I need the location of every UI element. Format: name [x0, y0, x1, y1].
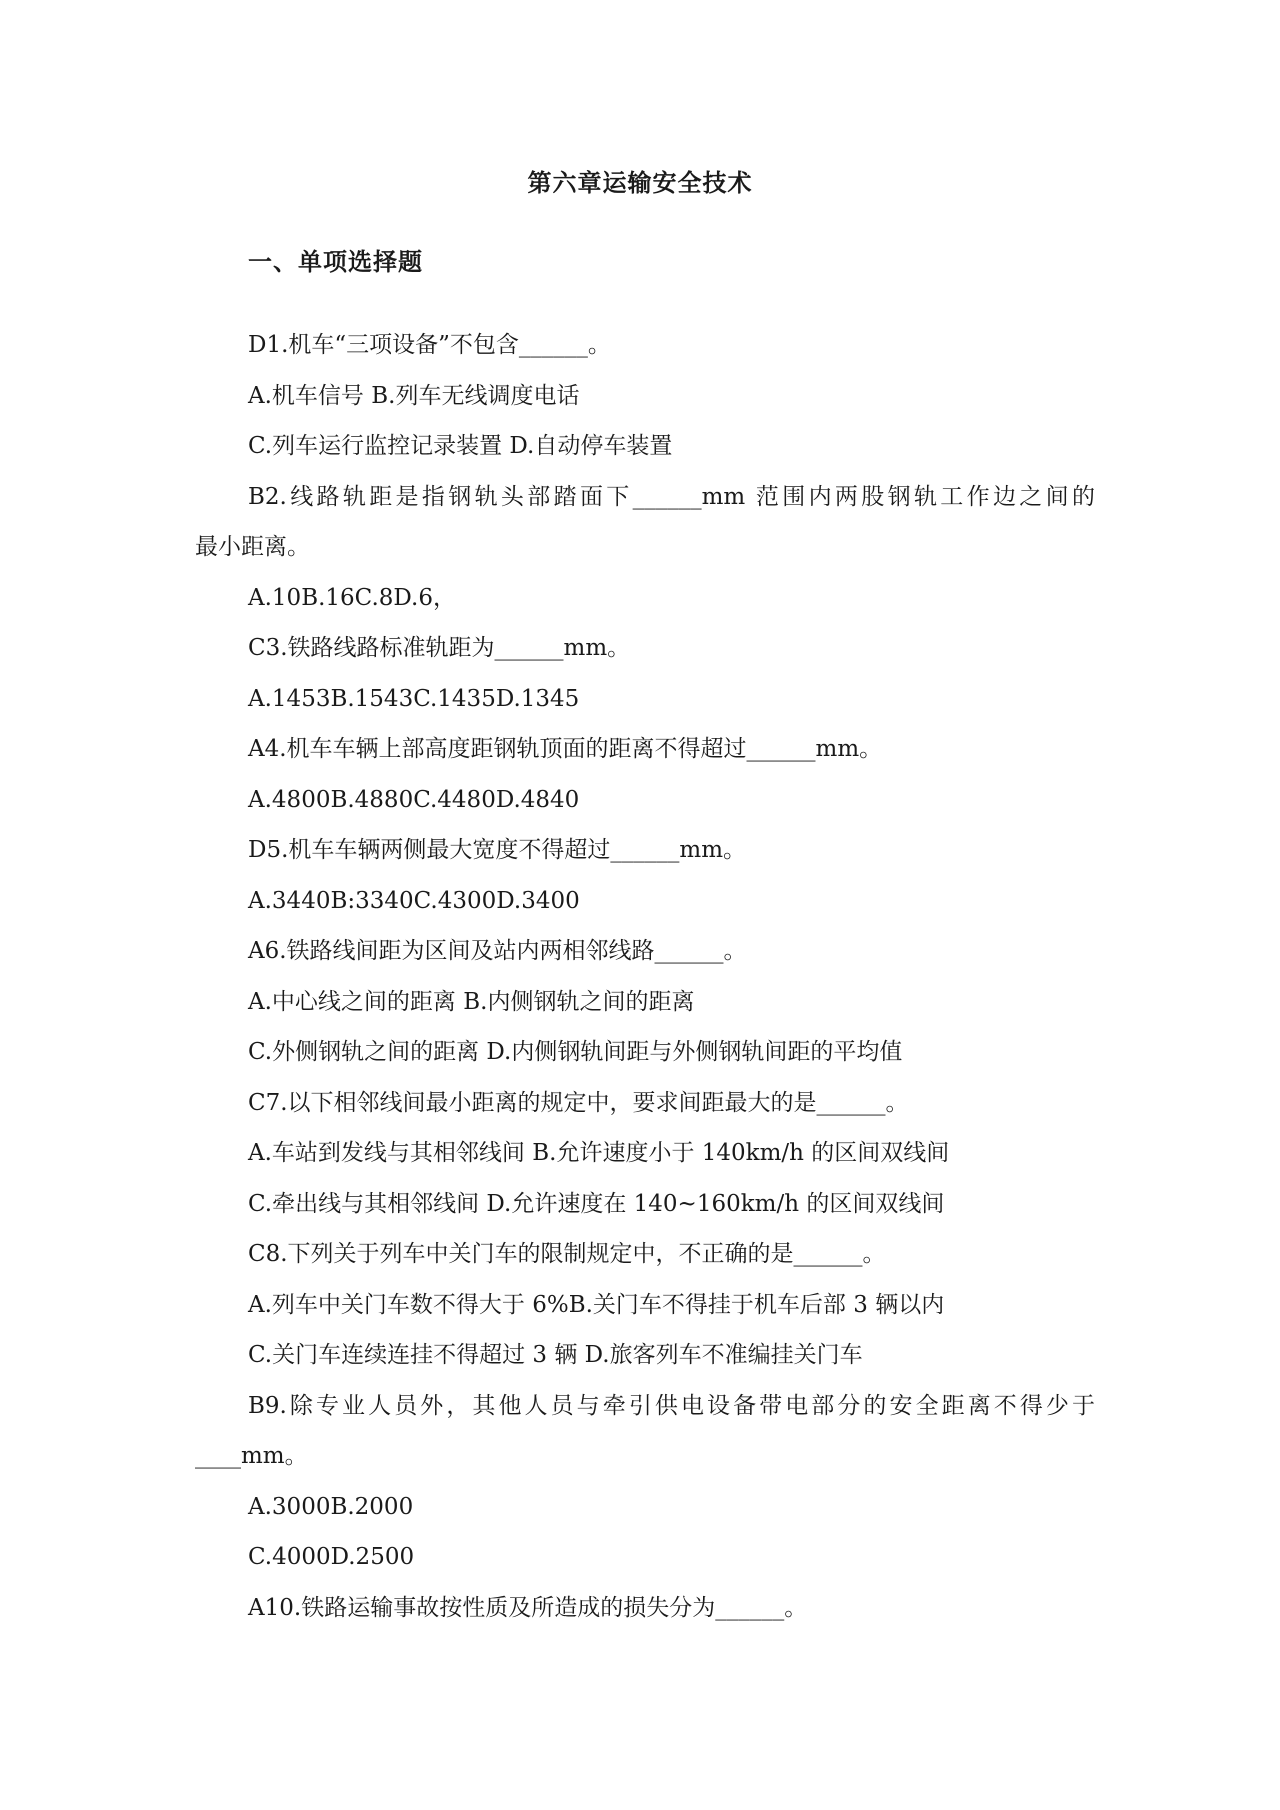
option-line: A.中心线之间的距离 B.内侧钢轨之间的距离 [248, 988, 695, 1015]
option-line: C.4000D.2500 [248, 1544, 415, 1570]
chapter-title: 第六章运输安全技术 [527, 169, 753, 197]
option-line: A.3440B:3340C.4300D.3400 [248, 887, 580, 914]
question-line: A4.机车车辆上部高度距钢轨顶面的距离不得超过______mm。 [248, 736, 883, 762]
question-line: C7.以下相邻线间最小距离的规定中，要求间距最大的是______。 [248, 1089, 909, 1116]
option-line: A.10B.16C.8D.6， [248, 584, 456, 611]
option-line: C.外侧钢轨之间的距离 D.内侧钢轨间距与外侧钢轨间距的平均值 [248, 1039, 903, 1065]
question-line: C3.铁路线路标准轨距为______mm。 [248, 635, 631, 661]
question-line: A10.铁路运输事故按性质及所造成的损失分为______。 [248, 1594, 808, 1621]
option-line: C.列车运行监控记录装置 D.自动停车装置 [248, 433, 673, 459]
option-line: C.关门车连续连挂不得超过 3 辆 D.旅客列车不准编挂关门车 [248, 1342, 863, 1368]
option-line: A.车站到发线与其相邻线间 B.允许速度小于 140km/h 的区间双线间 [248, 1140, 950, 1166]
question-line: D5.机车车辆两侧最大宽度不得超过______mm。 [248, 837, 747, 863]
option-line: A.机车信号 B.列车无线调度电话 [248, 382, 580, 409]
option-line: A.1453B.1543C.1435D.1345 [248, 685, 580, 712]
question-line: B9.除专业人员外，其他人员与牵引供电设备带电部分的安全距离不得少于 [248, 1392, 1095, 1419]
question-line-continued: 最小距离。 [195, 534, 310, 560]
option-line: A.4800B.4880C.4480D.4840 [248, 786, 580, 813]
question-line: D1.机车“三项设备”不包含______。 [248, 332, 611, 358]
option-line: C.牵出线与其相邻线间 D.允许速度在 140~160km/h 的区间双线间 [248, 1190, 945, 1217]
question-list [195, 320, 1095, 1633]
question-line: A6.铁路线间距为区间及站内两相邻线路______。 [248, 938, 747, 964]
question-line: C8.下列关于列车中关门车的限制规定中，不正确的是______。 [248, 1241, 886, 1267]
section-heading: 一、单项选择题 [248, 248, 423, 276]
option-line: A.3000B.2000 [248, 1493, 414, 1520]
question-line-continued: ____mm。 [195, 1443, 308, 1469]
option-line: A.列车中关门车数不得大于 6%B.关门车不得挂于机车后部 3 辆以内 [248, 1291, 945, 1318]
question-line: B2.线路轨距是指钢轨头部踏面下______mm 范围内两股钢轨工作边之间的 [248, 483, 1095, 510]
